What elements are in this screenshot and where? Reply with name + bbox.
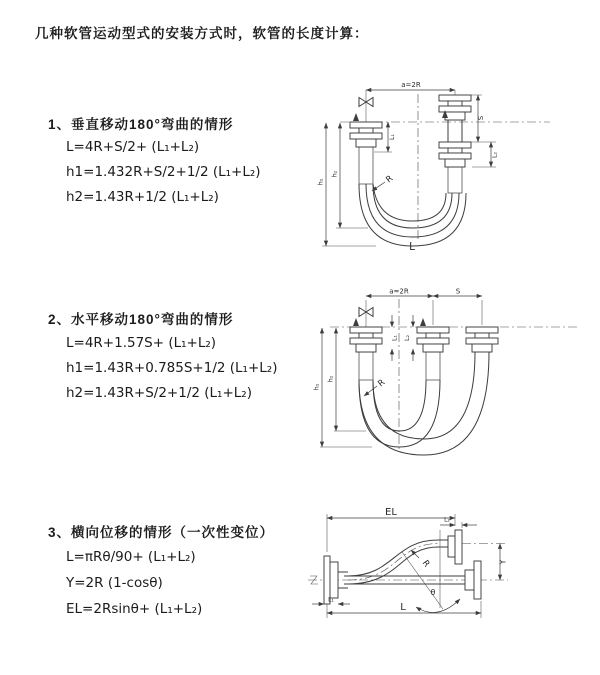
section-2-formulas: [66, 331, 277, 406]
left-pipe: [350, 90, 382, 184]
flange-fitting: [350, 122, 382, 147]
flange-collar: [330, 562, 338, 598]
dimension-a2r: [366, 288, 433, 297]
section-3-heading: 3、横向位移的情形（一次性变位）: [48, 525, 275, 540]
page-title: 几种软管运动型式的安装方式时，软管的长度计算：: [35, 26, 369, 41]
dimension-l: [327, 601, 481, 618]
dim-label-el: EL: [385, 507, 397, 518]
braided-hose-section: [359, 147, 373, 184]
radius-callout: [411, 550, 431, 569]
length-label: L: [409, 241, 415, 253]
section-1-heading: 1、垂直移动180°弯曲的情形: [48, 117, 234, 132]
formula-length: L=πRθ/90+ (L₁+L₂): [66, 549, 196, 565]
radius-label: R: [419, 558, 432, 570]
center-pipe: [417, 300, 449, 380]
dim-label-l1: L₁: [328, 596, 334, 604]
dim-label-l2: L₂: [444, 516, 450, 524]
dimension-l2: [491, 142, 499, 167]
dim-label-l: L: [400, 602, 406, 613]
formula-h2: h2=1.43R+1/2 (L₁+L₂): [66, 189, 219, 205]
hose-arcs: [359, 352, 489, 455]
formula-h1: h1=1.432R+S/2+1/2 (L₁+L₂): [66, 164, 261, 180]
right-pipe: [439, 90, 471, 193]
radius-callout: [364, 378, 387, 396]
formula-el: EL=2Rsinθ+ (L₁+L₂): [66, 601, 203, 617]
motion-arrow-up: [353, 318, 359, 326]
formula-length: L=4R+S/2+ (L₁+L₂): [66, 139, 200, 155]
flange-fitting: [417, 327, 449, 352]
dimension-l1: [392, 315, 399, 361]
dim-label-l1: L₁: [389, 134, 396, 140]
theta-label: θ: [430, 588, 436, 597]
dim-label-h2: h₂: [326, 375, 335, 383]
section-3-formulas: [66, 544, 202, 622]
dim-label-s: S: [455, 287, 461, 296]
diagram-lateral-displacement: [300, 500, 596, 650]
upper-right-flange: [438, 530, 462, 564]
flange-fitting-lower: [439, 142, 471, 167]
braided-hose-section: [359, 352, 373, 380]
diagram-vertical-180-bend: [312, 76, 574, 252]
dim-label-a2r: a=2R: [389, 287, 409, 296]
formula-y: Y=2R (1-cosθ): [66, 575, 163, 591]
braided-hose-section: [426, 352, 440, 380]
dimension-el: [327, 507, 455, 552]
dim-label-h2: h₂: [330, 170, 339, 178]
flange-plate: [474, 561, 481, 599]
dimension-a2r: [366, 81, 455, 90]
dim-label-h1: h₁: [312, 383, 321, 391]
formula-h2: h2=1.43R+S/2+1/2 (L₁+L₂): [66, 385, 252, 401]
right-pipe-moved: [466, 300, 498, 352]
radius-label: R: [376, 377, 388, 390]
formula-length: L=4R+1.57S+ (L₁+L₂): [66, 335, 217, 351]
section-1-formulas: [66, 135, 261, 210]
braided-hose-section: [448, 167, 462, 193]
motion-arrow-up: [353, 113, 359, 121]
dim-label-h1: h₁: [316, 178, 325, 186]
dim-label-y: Y: [498, 559, 508, 565]
flange-fitting: [350, 327, 382, 352]
dim-label-l2: L₂: [491, 152, 499, 158]
dim-label-l2: L₂: [404, 335, 411, 341]
section-2-heading: 2、水平移动180°弯曲的情形: [48, 312, 234, 327]
dimension-l1: [312, 597, 350, 605]
radius-label: R: [384, 173, 396, 186]
left-pipe: [350, 300, 382, 380]
radius-callout: [372, 174, 395, 191]
flange-fitting-moved: [466, 327, 498, 352]
dim-label-a2r: a=2R: [401, 81, 421, 89]
dim-label-s: S: [477, 115, 485, 121]
flange-plate: [455, 530, 462, 564]
dimension-s: [433, 288, 482, 297]
motion-arrow-up: [420, 318, 426, 326]
flange-collar: [465, 570, 474, 590]
dimension-y: [499, 544, 508, 581]
formula-h1: h1=1.43R+0.785S+1/2 (L₁+L₂): [66, 360, 278, 376]
diagram-horizontal-180-bend: [308, 285, 593, 457]
flange-collar: [448, 536, 455, 557]
dim-label-l1: L₁: [391, 335, 399, 341]
dimension-l2: [440, 517, 477, 529]
dimension-l2: [404, 315, 413, 361]
